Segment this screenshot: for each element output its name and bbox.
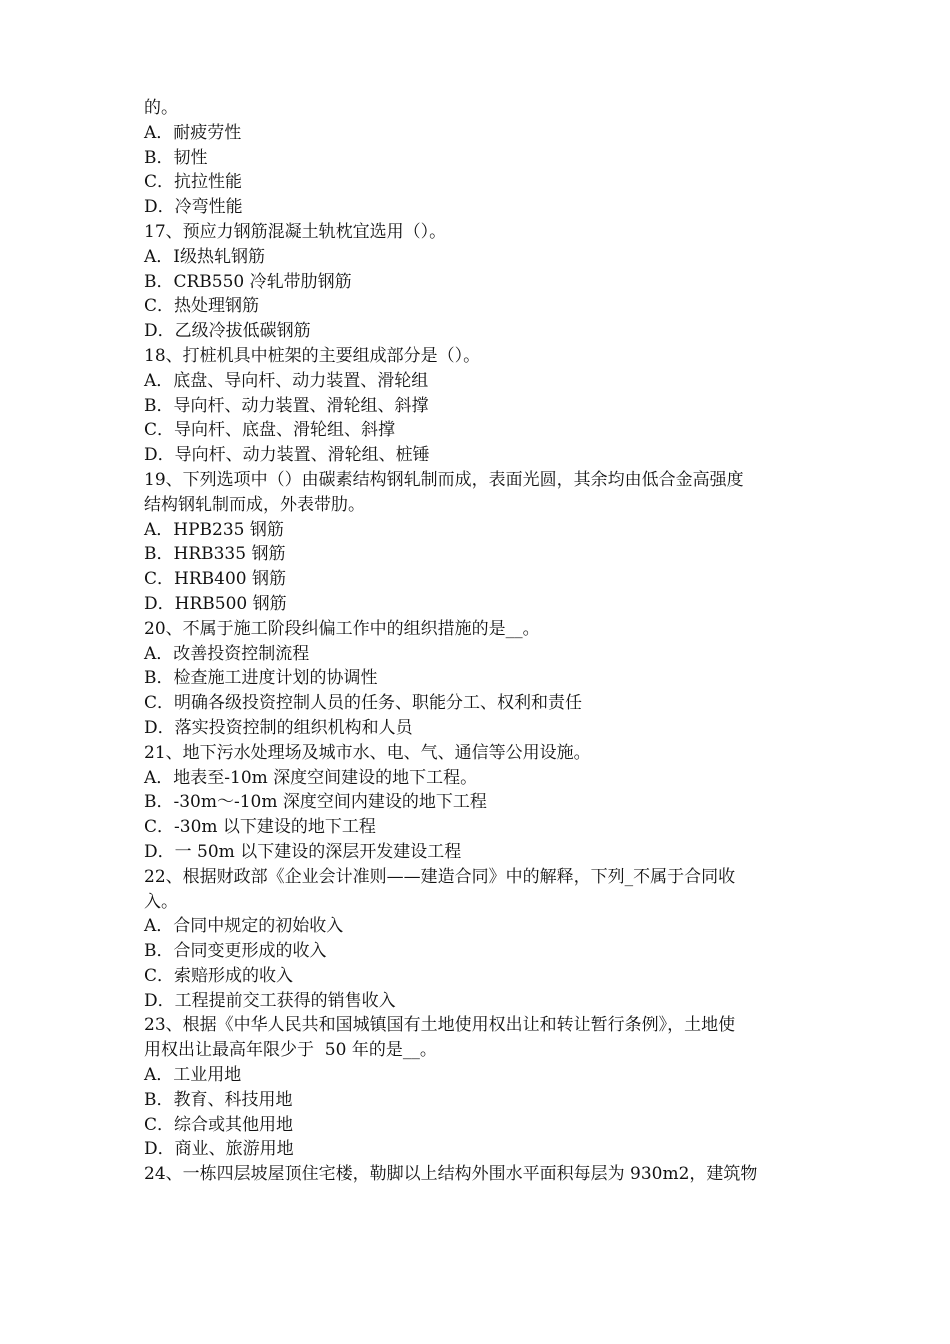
text-line: 的。 [144,98,178,118]
text-line: A．HPB235 钢筋 [144,519,284,540]
text-line: 23、根据《中华人民共和国城镇国有土地使用权出让和转让暂行条例》，土地使 [144,1015,736,1036]
text-line: C．导向杆、底盘、滑轮组、斜撑 [144,420,396,441]
text-line: A．合同中规定的初始收入 [144,916,344,937]
text-line: C．综合或其他用地 [144,1114,294,1135]
text-line: D．商业、旅游用地 [144,1139,294,1160]
text-line: D．乙级冷拔低碳钢筋 [144,321,311,342]
text-line: A．耐疲劳性 [144,122,242,143]
text-line: 20、不属于施工阶段纠偏工作中的组织措施的是__。 [144,618,540,639]
text-line: 结构钢轧制而成，外表带肋。 [144,494,365,515]
text-line: B．-30m～-10m 深度空间内建设的地下工程 [144,792,487,813]
text-line: A．改善投资控制流程 [144,643,310,664]
text-line: 入。 [144,891,178,912]
text-line: B．合同变更形成的收入 [144,941,327,962]
text-line: C．索赔形成的收入 [144,965,294,986]
text-line: 24、一栋四层坡屋顶住宅楼，勒脚以上结构外围水平面积每层为 930m2，建筑物 [144,1164,758,1185]
text-line: D．落实投资控制的组织机构和人员 [144,717,413,738]
text-line: B．导向杆、动力装置、滑轮组、斜撑 [144,395,429,416]
text-line: B．HRB335 钢筋 [144,544,286,565]
text-line: 19、下列选项中（）由碳素结构钢轧制而成，表面光圆，其余均由低合金高强度 [144,469,744,490]
document-text [144,96,824,1187]
text-line: B．CRB550 冷轧带肋钢筋 [144,271,352,292]
text-line: C．明确各级投资控制人员的任务、职能分工、权利和责任 [144,693,583,714]
text-line: A．底盘、导向杆、动力装置、滑轮组 [144,370,429,391]
text-line: D．导向杆、动力装置、滑轮组、桩锤 [144,445,430,466]
text-line: C．HRB400 钢筋 [144,569,286,590]
text-line: B．检查施工进度计划的协调性 [144,668,378,689]
text-line: C．-30m 以下建设的地下工程 [144,817,376,838]
text-line: A．地表至-10m 深度空间建设的地下工程。 [144,767,478,788]
text-line: 用权出让最高年限少于 50 年的是__。 [144,1040,437,1061]
text-line: 18、打桩机具中桩架的主要组成部分是（）。 [144,345,481,366]
text-line: C．热处理钢筋 [144,296,260,317]
text-line: 21、地下污水处理场及城市水、电、气、通信等公用设施。 [144,742,591,763]
text-line: 22、根据财政部《企业会计准则——建造合同》中的解释，下列_不属于合同收 [144,866,736,887]
text-line: A．Ⅰ级热轧钢筋 [144,246,265,267]
text-line: C．抗拉性能 [144,172,243,193]
text-line: 17、预应力钢筋混凝土轨枕宜选用（）。 [144,221,447,242]
text-line: A．工业用地 [144,1065,242,1086]
text-line: D．工程提前交工获得的销售收入 [144,990,396,1011]
text-line: D．一 50m 以下建设的深层开发建设工程 [144,841,462,862]
text-line: D．冷弯性能 [144,197,243,218]
text-line: D．HRB500 钢筋 [144,593,287,614]
text-line: B．韧性 [144,147,208,168]
text-line: B．教育、科技用地 [144,1089,293,1110]
